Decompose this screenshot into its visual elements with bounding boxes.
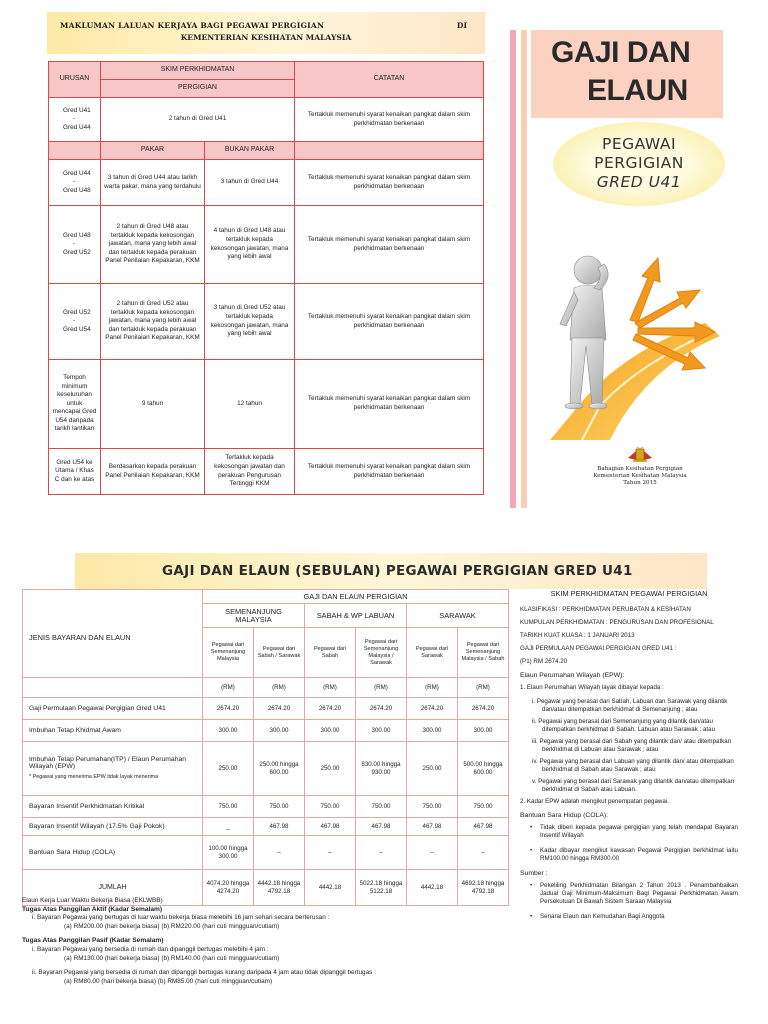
- header-main: GAJI DAN ELAUN PERGIGIAN: [203, 590, 509, 604]
- header-sub: Pegawai dari Semenanjung Malaysia / Sarawak: [356, 628, 407, 678]
- career-banner: [47, 12, 485, 54]
- epw-point: 2. Kadar EPW adalah mengikut penempatan pegawai.: [520, 798, 669, 805]
- sumber-heading: Sumber :: [520, 870, 548, 877]
- pakar-cell: 2 tahun di Gred U48 atau tertakluk kepada kekosongan jawatan, mana yang lebih awal dan tertakluk kepada perakuan Panel Penilaian Kepakaran, KKM: [101, 206, 205, 284]
- value-cell: 5022.18 hingga 5122.18: [356, 870, 407, 906]
- value-cell: 100.00 hingga 300.00: [203, 836, 254, 870]
- pakar-cell: Berdasarkan kepada perakuan Panel Penilaian Kepakaran, KKM: [101, 449, 205, 495]
- header-pakar: PAKAR: [101, 142, 205, 160]
- pakar-cell: 9 tahun: [101, 360, 205, 449]
- table-row: [49, 360, 484, 449]
- pasif-item: i. Bayaran Pegawai yang bersedia di rumah dan dipanggil bertugas melebihi 4 jam :: [32, 945, 269, 953]
- decor-stripe: [521, 30, 527, 508]
- header-sub: Pegawai dari Sabah / Sarawak: [254, 628, 305, 678]
- scheme-title: SKIM PERKHIDMATAN PEGAWAI PERGIGIAN: [550, 589, 708, 598]
- catatan-cell: Tertakluk memenuhi syarat kenaikan pangkat dalam skim perkhidmatan berkenaan: [295, 284, 484, 360]
- aktif-heading: Tugas Atas Panggilan Aktif (Kadar Semalam): [22, 905, 163, 913]
- row-label: Bayaran Insentif Perkhidmatan Kritikal: [23, 796, 203, 818]
- value-cell: 300.00: [305, 720, 356, 742]
- value-cell: 250.00: [203, 742, 254, 796]
- bukan-pakar-cell: 4 tahun di Gred U48 atau tertakluk kepada kekosongan jawatan, mana yang lebih awal: [205, 206, 295, 284]
- scheme-tarikh: TARIKH KUAT KUASA : 1 JANUARI 2013: [520, 632, 635, 639]
- header-sub: Pegawai dari Sarawak: [407, 628, 458, 678]
- value-cell: 467.98: [458, 818, 509, 836]
- pakar-cell: 3 tahun di Gred U44 atau tarikh warta pakar, mana yang terdahulu: [101, 160, 205, 206]
- value-cell: 750.00: [254, 796, 305, 818]
- table-row: [23, 720, 509, 742]
- value-cell: –: [407, 836, 458, 870]
- pasif-item: ii. Bayaran Pegawai yang bersedia di rumah dan dipanggil bertugas kurang daripada 4 jam atau tidak dipanggil bertugas :: [32, 969, 376, 977]
- sumber-item: • Senarai Elaun dan Kemudahan Bagi Anggota: [520, 913, 738, 921]
- value-cell: 467.98: [407, 818, 458, 836]
- epw-item: i. Pegawai yang berasal dari Sabah, Labuan dan Sarawak yang dilantik dan/atau ditempatkan berkhidmat di Semenanjung ; atau: [532, 698, 728, 713]
- urusan-cell: Gred U52 - Gred U54: [49, 284, 101, 360]
- value-cell: 750.00: [356, 796, 407, 818]
- table-row: [49, 284, 484, 360]
- cover-subtitle: PEGAWAI PERGIGIAN GRED U41: [594, 135, 684, 191]
- decor-stripe: [510, 30, 516, 508]
- bukan-pakar-cell: 3 tahun di Gred U52 atau tertakluk kepada kekosongan jawatan, mana yang lebih awal: [205, 284, 295, 360]
- table-row: [23, 836, 509, 870]
- catatan-cell: Tertakluk memenuhi syarat kenaikan pangkat dalam skim perkhidmatan berkenaan: [295, 360, 484, 449]
- salary-banner-title: GAJI DAN ELAUN (SEBULAN) PEGAWAI PERGIGIAN GRED U41: [162, 563, 633, 579]
- row-label: Bantuan Sara Hidup (COLA): [23, 836, 203, 870]
- value-cell: 4442.18: [305, 870, 356, 906]
- table-row: [23, 742, 509, 796]
- row-label: Gaji Permulaan Pegawai Pergigian Gred U41: [23, 698, 203, 720]
- header-blank: [295, 142, 484, 160]
- row-label-total: JUMLAH: [23, 870, 203, 906]
- header-pergigian: PERGIGIAN: [101, 80, 295, 98]
- bukan-pakar-cell: 12 tahun: [205, 360, 295, 449]
- career-banner-suffix: DI: [456, 21, 467, 30]
- epw-item: v. Pegawai yang berasal dari Sarawak yang dilantik dan/atau ditempatkan berkhidmat di Sabah atau Labuan.: [532, 778, 735, 793]
- value-cell: 300.00: [356, 720, 407, 742]
- value-cell: –: [356, 836, 407, 870]
- scheme-klasifikasi: KLASIFIKASI : PERKHIDMATAN PERUBATAN & KESIHATAN: [520, 606, 691, 613]
- catatan-cell: Tertakluk memenuhi syarat kenaikan pangkat dalam skim perkhidmatan berkenaan: [295, 98, 484, 142]
- value-cell: 467.98: [305, 818, 356, 836]
- header-bukan-pakar: BUKAN PAKAR: [205, 142, 295, 160]
- value-cell: 2674.20: [305, 698, 356, 720]
- bukan-pakar-cell: 3 tahun di Gred U44: [205, 160, 295, 206]
- header-catatan: CATATAN: [295, 62, 484, 98]
- career-banner-line1: MAKLUMAN LALUAN KERJAYA BAGI PEGAWAI PERGIGIAN: [60, 21, 325, 30]
- catatan-cell: Tertakluk memenuhi syarat kenaikan pangkat dalam skim perkhidmatan berkenaan: [295, 160, 484, 206]
- epw-item: ii. Pegawai yang berasal dari Semenanjung yang dilantik dan/atau ditempatkan berkhidmat di Sabah, Labuan atau Sarawak ; atau: [532, 718, 716, 733]
- unit-cell: (RM): [203, 678, 254, 698]
- cola-item: • Tidak diberi kepada pegawai pergigian yang telah mendapat Bayaran Insentif Wilayah: [520, 824, 738, 840]
- row-label: Bayaran Insentif Wilayah (17.5% Gaji Pokok): [23, 818, 203, 836]
- row-label: Imbuhan Tetap Khidmat Awam: [23, 720, 203, 742]
- header-sub: Pegawai dari Sabah: [305, 628, 356, 678]
- unit-cell: (RM): [356, 678, 407, 698]
- header-skim: SKIM PERKHIDMATAN: [101, 62, 295, 80]
- aktif-item: i. Bayaran Pegawai yang bertugas di luar waktu bekerja biasa melebihi 16 jam sehari secara berterusan :: [32, 914, 330, 922]
- cover-footer: Bahagian Kesihatan Pergigian Kementerian Kesihatan Malaysia Tahun 2015: [593, 466, 687, 487]
- pasif-heading: Tugas Atas Panggilan Pasif (Kadar Semalam): [22, 937, 164, 945]
- merged-cell: 2 tahun di Gred U41: [101, 98, 295, 142]
- career-path-table: [48, 61, 484, 495]
- table-row: [49, 98, 484, 142]
- epw-item: iii. Pegawai yang berasal dari Sabah yang dilantik dan/ atau ditempatkan berkhidmat di Labuan atau Sarawak ; atau: [532, 738, 732, 753]
- value-cell: 2674.20: [356, 698, 407, 720]
- row-note: * Pegawai yang menerima EPW tidak layak menerima: [29, 773, 159, 780]
- eklwbb-heading: Elaun Kerja Luar Waktu Bekerja Biasa (EKLWBB): [22, 897, 163, 904]
- thinking-figure-with-arrows-icon: [530, 228, 730, 440]
- unit-cell: (RM): [254, 678, 305, 698]
- urusan-cell: Gred U41 - Gred U44: [49, 98, 101, 142]
- header-region: SEMENANJUNG MALAYSIA: [203, 604, 305, 628]
- unit-cell: (RM): [305, 678, 356, 698]
- value-cell: 500.00 hingga 600.00: [458, 742, 509, 796]
- value-cell: 2674.20: [458, 698, 509, 720]
- urusan-cell: Tempoh minimum keseluruhan untuk mencapai Gred U54 daripada tarikh lantikan: [49, 360, 101, 449]
- value-cell: 300.00: [407, 720, 458, 742]
- value-cell: 467.98: [254, 818, 305, 836]
- value-cell: 750.00: [458, 796, 509, 818]
- value-cell: –: [254, 836, 305, 870]
- value-cell: 4074.20 hingga 4274.20: [203, 870, 254, 906]
- scheme-p1: (P1) RM 2674.20: [520, 658, 568, 665]
- cola-item: • Kadar dibayar mengikut kawasan Pegawai Pergigian berkhidmat iaitu RM100.00 hingga RM300.00: [520, 847, 738, 863]
- value-cell: 250.00 hingga 600.00: [254, 742, 305, 796]
- row-label: Imbuhan Tetap Perumahan(ITP) / Elaun Perumahan Wilayah (EPW) * Pegawai yang menerima EPW tidak layak menerima: [23, 742, 203, 796]
- value-cell: 300.00: [458, 720, 509, 742]
- epw-point: 1. Elaun Perumahan Wilayah layak dibayar kepada :: [520, 684, 664, 691]
- value-cell: 4442.18 hingga 4792.18: [254, 870, 305, 906]
- header-urusan: URUSAN: [49, 62, 101, 98]
- value-cell: –: [458, 836, 509, 870]
- urusan-cell: Gred U48 - Gred U52: [49, 206, 101, 284]
- value-cell: 467.98: [356, 818, 407, 836]
- value-cell: 2674.20: [203, 698, 254, 720]
- scheme-kumpulan: KUMPULAN PERKHIDMATAN : PENGURUSAN DAN PROFESIONAL: [520, 619, 714, 626]
- value-cell: 750.00: [305, 796, 356, 818]
- table-row: [49, 449, 484, 495]
- table-row: [23, 796, 509, 818]
- value-cell: 2674.20: [407, 698, 458, 720]
- table-row: [49, 160, 484, 206]
- header-jenis: JENIS BAYARAN DAN ELAUN: [23, 678, 203, 698]
- value-cell: 250.00: [407, 742, 458, 796]
- value-cell: 750.00: [407, 796, 458, 818]
- value-cell: 750.00: [203, 796, 254, 818]
- value-cell: 300.00: [254, 720, 305, 742]
- value-cell: –: [305, 836, 356, 870]
- header-sub: Pegawai dari Semenanjung Malaysia / Sabah: [458, 628, 509, 678]
- pasif-rates: (a) RM130.00 (hari bekerja biasa) (b) RM140.00 (hari cuti mingguan/cutiam): [64, 954, 280, 962]
- aktif-rates: (a) RM200.00 (hari bekerja biasa) (b) RM220.00 (hari cuti mingguan/cutiam): [64, 922, 280, 930]
- value-cell: 4442.18: [407, 870, 458, 906]
- catatan-cell: Tertakluk memenuhi syarat kenaikan pangkat dalam skim perkhidmatan berkenaan: [295, 206, 484, 284]
- unit-cell: (RM): [407, 678, 458, 698]
- pasif-rates: (a) RM80.00 (hari bekerja biasa) (b) RM85.00 (hari cuti mingguan/cutiam): [64, 977, 273, 985]
- header-region: SARAWAK: [407, 604, 509, 628]
- salary-table: [22, 589, 509, 906]
- salary-banner: [75, 553, 707, 589]
- value-cell: _: [203, 818, 254, 836]
- table-row: [49, 206, 484, 284]
- unit-cell: (RM): [458, 678, 509, 698]
- scheme-column: [520, 590, 738, 928]
- pakar-cell: 2 tahun di Gred U52 atau tertakluk kepada kekosongan jawatan, mana yang lebih awal dan tertakluk kepada perakuan Panel Penilaian Kepakaran, KKM: [101, 284, 205, 360]
- eklwbb-notes: [22, 897, 508, 986]
- epw-item: iv. Pegawai yang berasal dari Labuan yang dilantik dan/ atau ditempatkan berkhidmat di Sabah atau Sarawak ; atau: [532, 758, 734, 773]
- value-cell: 830.00 hingga 930.00: [356, 742, 407, 796]
- cover-title: GAJI DAN ELAUN: [551, 36, 691, 107]
- header-region: SABAH & WP LABUAN: [305, 604, 407, 628]
- sumber-item: • Pekeliling Perkhidmatan Bilangan 2 Tahun 2013 . Penambahbaikan Jadual Gaji Minimum-Maksimum Bagi Pegawai Perkhidmatan Awam Persekutuan Di Bawah Sistem Saraan Malaysia: [520, 882, 738, 906]
- epw-heading: Elaun Perumahan Wilayah (EPW):: [520, 672, 625, 679]
- value-cell: 2674.20: [254, 698, 305, 720]
- header-sub: Pegawai dari Semenanjung Malaysia: [203, 628, 254, 678]
- header-blank: [49, 142, 101, 160]
- table-row: [23, 818, 509, 836]
- bukan-pakar-cell: Tertakluk kepada kekosongan jawatan dan perakuan Pengurusan Tertinggi KKM: [205, 449, 295, 495]
- career-banner-line2: KEMENTERIAN KESIHATAN MALAYSIA: [180, 33, 352, 42]
- value-cell: 250.00: [305, 742, 356, 796]
- value-cell: 300.00: [203, 720, 254, 742]
- table-row: [23, 698, 509, 720]
- government-crest-icon: [627, 446, 653, 464]
- cola-heading: Bantuan Sara Hidup (COLA):: [520, 812, 609, 819]
- value-cell: 4692.18 hingga 4792.18: [458, 870, 509, 906]
- scheme-gaji: GAJI PERMULAAN PEGAWAI PERGIGIAN GRED U41 :: [520, 645, 677, 652]
- urusan-cell: Gred U54 ke Utama / Khas C dan ke atas: [49, 449, 101, 495]
- catatan-cell: Tertakluk memenuhi syarat kenaikan pangkat dalam skim perkhidmatan berkenaan: [295, 449, 484, 495]
- urusan-cell: Gred U44 - Gred U48: [49, 160, 101, 206]
